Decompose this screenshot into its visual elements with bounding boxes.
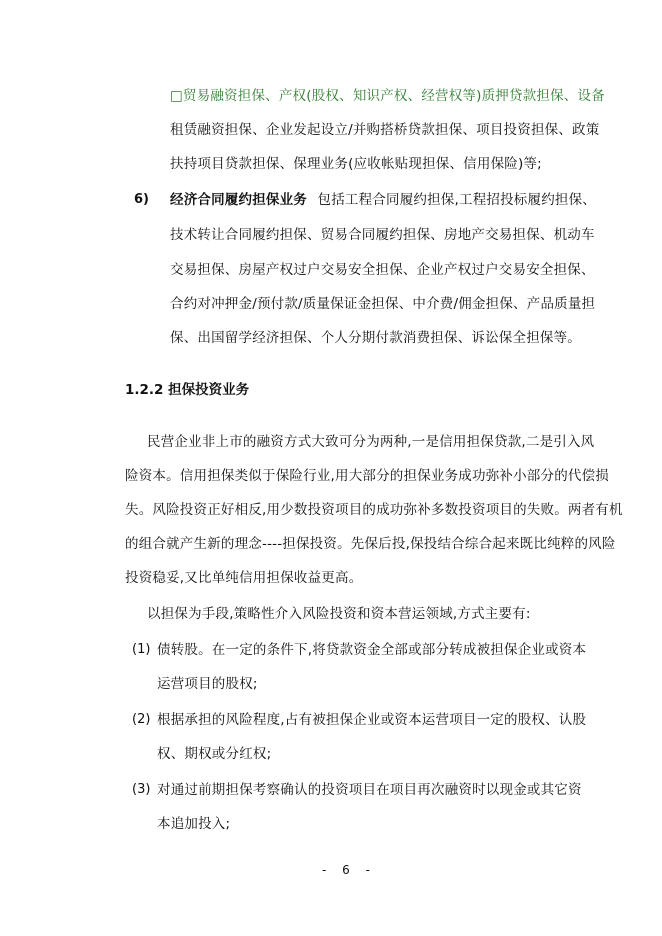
trade-item-line-2: 租赁融资担保、企业发起设立/并购搭桥贷款担保、项目投资担保、政策 [170,122,600,138]
section-heading: 1.2.2 担保投资业务 [125,382,250,398]
para1-line-1: 民营企业非上市的融资方式大致可分为两种,一是信用担保贷款,二是引入风 [147,434,595,450]
list-item-1-line-1: 债转股。在一定的条件下,将贷款资金全部或部分转成被担保企业或资本 [157,642,587,658]
item6-line-2: 技术转让合同履约担保、贸易合同履约担保、房地产交易担保、机动车 [170,227,595,243]
item6-marker: 6) [134,192,149,207]
list-item-2-marker: (2) [132,712,151,727]
item6-line-4: 合约对冲押金/预付款/质量保证金担保、中介费/佣金担保、产品质量担 [170,296,596,312]
list-item-2-line-2: 权、期权或分红权; [157,746,272,762]
para1-line-4: 的组合就产生新的理念----担保投资。先保后投,保投结合综合起来既比纯粹的风险 [125,536,616,552]
list-item-3-marker: (3) [132,782,151,797]
item6-line-5: 保、出国留学经济担保、个人分期付款消费担保、诉讼保全担保等。 [170,330,581,346]
list-item-1-marker: (1) [132,642,151,657]
list-item-1-line-2: 运营项目的股权; [157,676,258,692]
list-item-3-line-2: 本追加投入; [157,816,231,832]
item6-first-line [170,190,596,210]
para1-line-3: 失。风险投资正好相反,用少数投资项目的成功弥补多数投资项目的失败。两者有机 [125,502,623,518]
trade-item-line-1: □贸易融资担保、产权(股权、知识产权、经营权等)质押贷款担保、设备 [170,88,605,104]
item6-first-line-rest: 包括工程合同履约担保,工程招投标履约担保、 [317,192,596,208]
page-number: - 6 - [322,863,376,877]
item6-title: 经济合同履约担保业务 [170,192,307,208]
para1-line-2: 险资本。信用担保类似于保险行业,用大部分的担保业务成功弥补小部分的代偿损 [125,468,609,484]
item6-line-3: 交易担保、房屋产权过户交易安全担保、企业产权过户交易安全担保、 [170,262,595,278]
para2-text: 以担保为手段,策略性介入风险投资和资本营运领域,方式主要有: [147,606,531,622]
para1-line-5: 投资稳妥,又比单纯信用担保收益更高。 [125,570,363,586]
list-item-2-line-1: 根据承担的风险程度,占有被担保企业或资本运营项目一定的股权、认股 [157,712,587,728]
list-item-3-line-1: 对通过前期担保考察确认的投资项目在项目再次融资时以现金或其它资 [157,782,582,798]
trade-item-line-3: 扶持项目贷款担保、保理业务(应收帐贴现担保、信用保险)等; [170,156,542,172]
